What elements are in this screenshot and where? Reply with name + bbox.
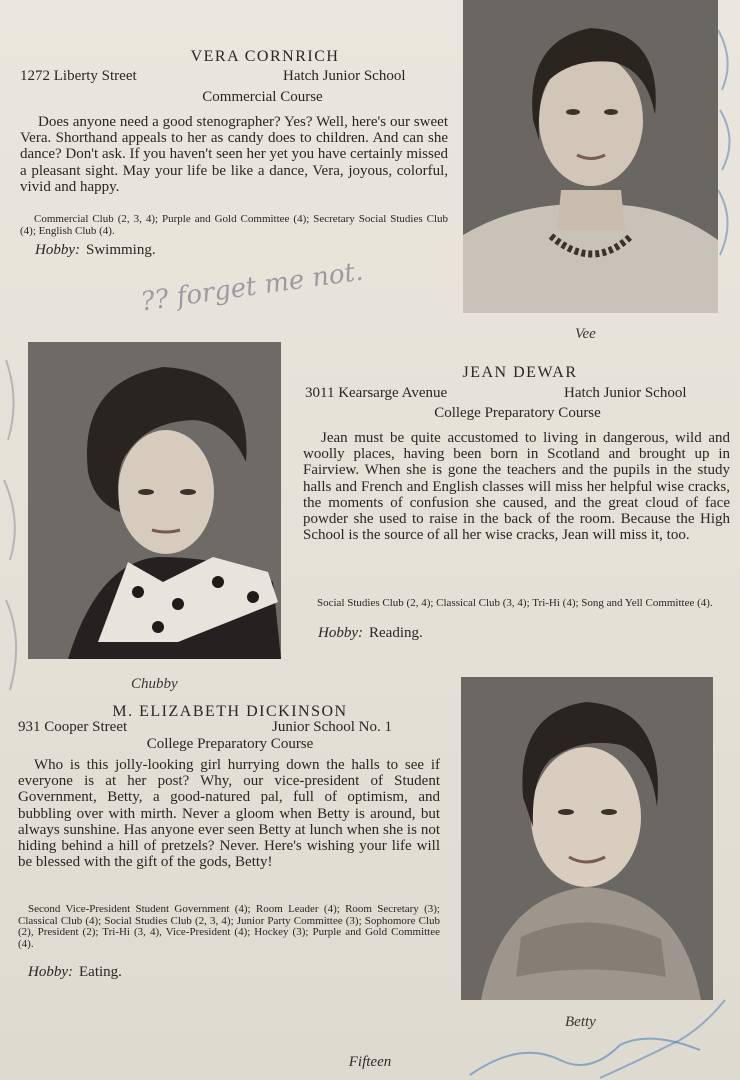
student-address: 931 Cooper Street	[18, 719, 128, 735]
student-course: Commercial Course	[202, 89, 323, 105]
portrait-illustration	[28, 342, 281, 659]
student-activities: Commercial Club (2, 3, 4); Purple and Gold Committee (4); Secretary Social Studies Club (4); English Club (4).	[20, 213, 448, 237]
student-photo	[463, 0, 718, 313]
hobby-label: Hobby:	[35, 242, 80, 258]
page-number: Fifteen	[348, 1054, 392, 1070]
student-address: 1272 Liberty Street	[20, 68, 137, 84]
student-school: Hatch Junior School	[283, 68, 406, 84]
student-address: 3011 Kearsarge Avenue	[305, 385, 448, 401]
student-photo	[461, 677, 713, 1000]
student-activities: Social Studies Club (2, 4); Classical Club (3, 4); Tri-Hi (4); Song and Yell Committee (4).	[317, 597, 713, 609]
hobby-label: Hobby:	[318, 625, 363, 641]
student-photo	[28, 342, 281, 659]
student-name: VERA CORNRICH	[190, 48, 340, 65]
student-course: College Preparatory Course	[434, 405, 601, 421]
student-name: JEAN DEWAR	[462, 364, 578, 381]
student-school: Junior School No. 1	[272, 719, 392, 735]
student-nickname: Betty	[565, 1014, 596, 1030]
student-bio: Who is this jolly-looking girl hurrying down the halls to see if everyone is at her post? Why, our vice-president of Student Government, Betty, a good-natured pal, full of optimism, and bubbling over with mirth. Never a gloom when Betty is around, but always sunshine. Has anyone ever seen Betty at lunch when she is not hiding behind a hill of pretzels? Never. Here's wishing your life will be blessed with the gift of the gods, Betty!	[18, 757, 440, 871]
student-activities: Second Vice-President Student Government (4); Room Leader (4); Room Secretary (3); Classical Club (4); Social Studies Club (2, 3, 4); Junior Party Committee (3); Sophomore Club (2), President (2); Tri-Hi (3, 4), Vice-President (4); Hockey (3); Purple and Gold Committee (4).	[18, 903, 440, 950]
student-bio: Jean must be quite accustomed to living in dangerous, wild and woolly places, having been born in Scotland and brought up in Fairview. When she is gone the teachers and the pupils in the study halls and French and English classes will miss her helpful wise cracks, the moments of confusion she caused, and the great cloud of face powder she used to raise in the back of the room. Because the High School is the source of all her wise cracks, Jean will miss it, too.	[303, 430, 730, 544]
hobby-value: Swimming.	[86, 242, 156, 258]
handwritten-note: ?? forget me not.	[139, 256, 366, 318]
hobby-value: Eating.	[79, 964, 122, 980]
student-nickname: Vee	[575, 326, 596, 342]
student-nickname: Chubby	[131, 676, 178, 692]
student-course: College Preparatory Course	[146, 736, 314, 752]
student-hobby	[28, 964, 122, 981]
student-hobby	[35, 242, 156, 259]
student-name: M. ELIZABETH DICKINSON	[112, 703, 348, 720]
student-bio: Does anyone need a good stenographer? Yes? Well, here's our sweet Vera. Shorthand appeals to her as candy does to children. And can she dance? Don't ask. If you haven't seen her yet you have certainly missed a pleasant sight. May your life be like a dance, Vera, joyous, colorful, vivid and happy.	[20, 114, 448, 195]
portrait-illustration	[461, 677, 713, 1000]
hobby-value: Reading.	[369, 625, 423, 641]
student-hobby	[318, 625, 423, 642]
hobby-label: Hobby:	[28, 964, 73, 980]
portrait-illustration	[463, 0, 718, 313]
student-school: Hatch Junior School	[564, 385, 687, 401]
